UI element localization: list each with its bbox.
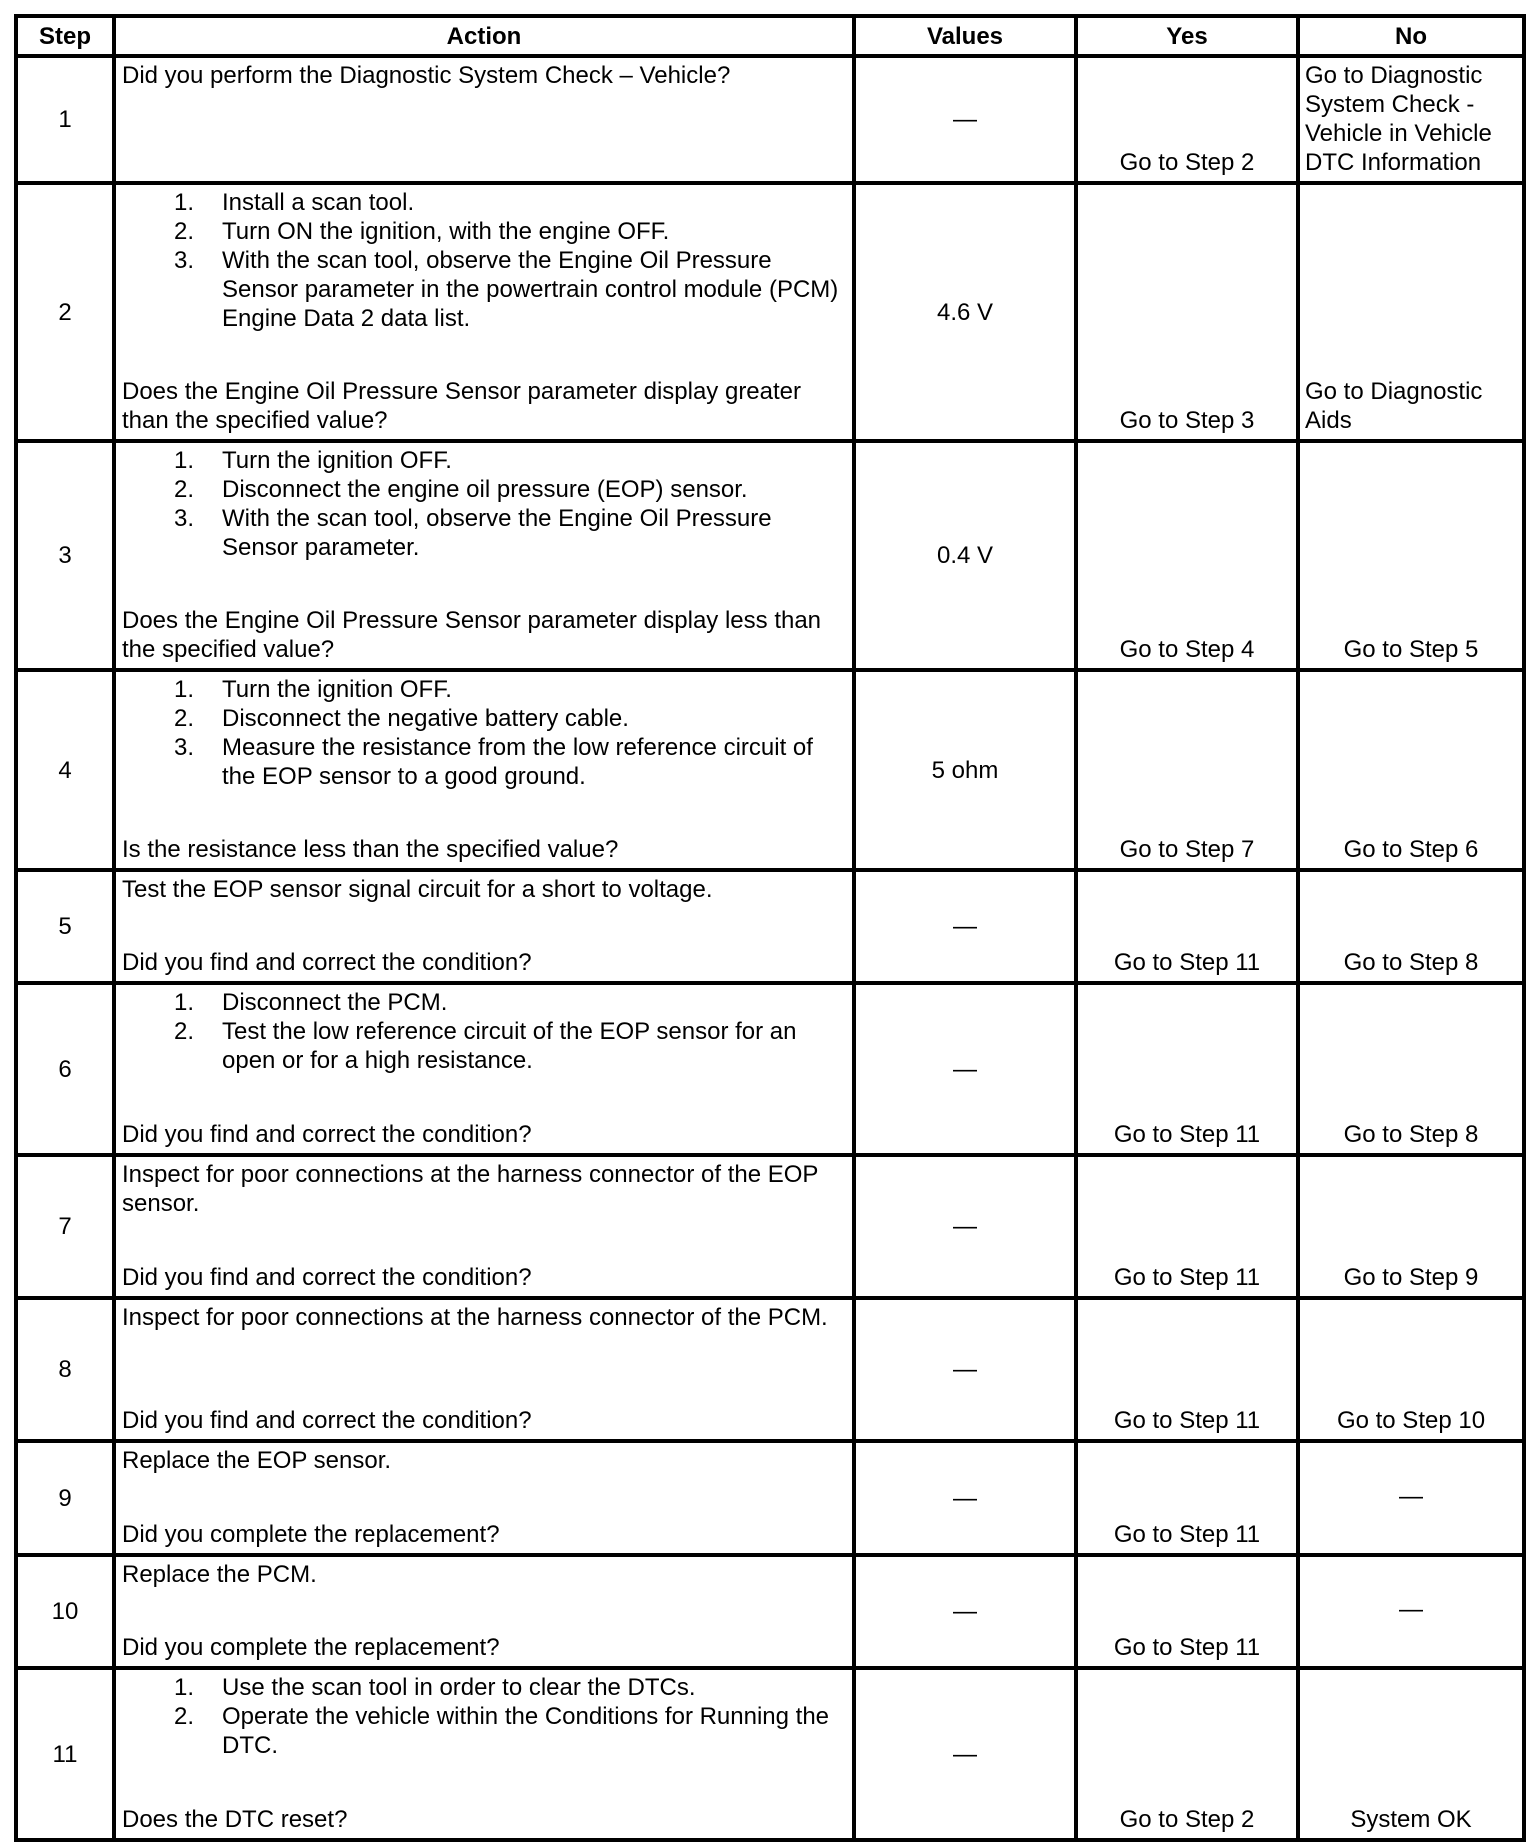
yes-cell: Go to Step 3 <box>1076 183 1298 441</box>
yes-cell: Go to Step 2 <box>1076 1668 1298 1840</box>
header-action: Action <box>114 16 854 56</box>
no-cell: Go to Step 6 <box>1298 670 1524 870</box>
action-question: Does the Engine Oil Pressure Sensor parameter display greater than the specified value? <box>122 378 802 434</box>
list-item: 1. Install a scan tool. <box>173 189 415 216</box>
action-cell <box>114 1298 854 1441</box>
list-item: 3. Measure the resistance from the low reference circuit of the EOP sensor to a good ground. <box>173 734 813 790</box>
action-text: Test the EOP sensor signal circuit for a short to voltage. <box>122 876 713 903</box>
value-cell: 5 ohm <box>854 670 1076 870</box>
action-text: Replace the PCM. <box>122 1561 317 1588</box>
table-row <box>16 56 1524 183</box>
step-list <box>122 988 848 1075</box>
step-number: 2 <box>16 183 114 441</box>
header-yes: Yes <box>1076 16 1298 56</box>
yes-cell: Go to Step 11 <box>1076 1155 1298 1298</box>
step-number: 6 <box>16 983 114 1155</box>
header-step: Step <box>16 16 114 56</box>
no-cell: Go to Step 8 <box>1298 870 1524 983</box>
action-question: Did you find and correct the condition? <box>122 1407 532 1434</box>
action-cell <box>114 1155 854 1298</box>
action-cell <box>114 1441 854 1555</box>
yes-cell: Go to Step 4 <box>1076 441 1298 670</box>
action-cell <box>114 1668 854 1840</box>
step-list <box>122 446 848 562</box>
action-cell <box>114 56 854 183</box>
step-number: 7 <box>16 1155 114 1298</box>
header-row <box>16 16 1524 56</box>
list-item: 2. Test the low reference circuit of the EOP sensor for an open or for a high resistance. <box>173 1018 797 1074</box>
step-list <box>122 1673 848 1760</box>
table-row <box>16 1441 1524 1555</box>
yes-cell: Go to Step 11 <box>1076 1441 1298 1555</box>
action-question: Did you complete the replacement? <box>122 1634 500 1661</box>
action-question: Did you complete the replacement? <box>122 1521 500 1548</box>
value-cell: — <box>854 983 1076 1155</box>
no-cell: Go to Diagnostic System Check - Vehicle in Vehicle DTC Information <box>1298 56 1524 183</box>
table-row <box>16 1298 1524 1441</box>
table-row <box>16 670 1524 870</box>
table-row <box>16 441 1524 670</box>
list-item: 2. Disconnect the engine oil pressure (EOP) sensor. <box>173 476 748 503</box>
yes-cell: Go to Step 7 <box>1076 670 1298 870</box>
action-cell <box>114 183 854 441</box>
step-number: 10 <box>16 1555 114 1668</box>
value-cell: — <box>854 1441 1076 1555</box>
yes-cell: Go to Step 2 <box>1076 56 1298 183</box>
step-number: 1 <box>16 56 114 183</box>
action-text: Replace the EOP sensor. <box>122 1447 392 1474</box>
value-cell: 4.6 V <box>854 183 1076 441</box>
value-cell: — <box>854 1298 1076 1441</box>
header-values: Values <box>854 16 1076 56</box>
value-cell: 0.4 V <box>854 441 1076 670</box>
step-number: 5 <box>16 870 114 983</box>
yes-cell: Go to Step 11 <box>1076 1555 1298 1668</box>
no-cell: Go to Step 8 <box>1298 983 1524 1155</box>
list-item: 2. Turn ON the ignition, with the engine OFF. <box>173 218 670 245</box>
list-item: 1. Use the scan tool in order to clear the DTCs. <box>173 1674 696 1701</box>
no-cell: Go to Diagnostic Aids <box>1298 183 1524 441</box>
diagnostic-table <box>14 14 1526 1842</box>
list-item: 1. Turn the ignition OFF. <box>173 447 452 474</box>
action-question: Does the DTC reset? <box>122 1806 348 1833</box>
value-cell: — <box>854 1668 1076 1840</box>
yes-cell: Go to Step 11 <box>1076 870 1298 983</box>
value-cell: — <box>854 56 1076 183</box>
value-cell: — <box>854 1155 1076 1298</box>
list-item: 3. With the scan tool, observe the Engine Oil Pressure Sensor parameter. <box>173 505 772 561</box>
table-row <box>16 983 1524 1155</box>
action-text: Did you perform the Diagnostic System Check – Vehicle? <box>122 62 731 89</box>
step-number: 11 <box>16 1668 114 1840</box>
action-question: Did you find and correct the condition? <box>122 1264 532 1291</box>
action-question: Does the Engine Oil Pressure Sensor parameter display less than the specified value? <box>122 607 822 663</box>
header-no: No <box>1298 16 1524 56</box>
action-cell <box>114 670 854 870</box>
no-cell: — <box>1298 1555 1524 1668</box>
action-cell <box>114 1555 854 1668</box>
action-question: Is the resistance less than the specified value? <box>122 836 619 863</box>
table-row <box>16 1155 1524 1298</box>
action-question: Did you find and correct the condition? <box>122 1121 532 1148</box>
list-item: 2. Operate the vehicle within the Conditions for Running the DTC. <box>173 1703 830 1759</box>
value-cell: — <box>854 870 1076 983</box>
table-row <box>16 1668 1524 1840</box>
table-row <box>16 1555 1524 1668</box>
step-number: 9 <box>16 1441 114 1555</box>
yes-cell: Go to Step 11 <box>1076 1298 1298 1441</box>
value-cell: — <box>854 1555 1076 1668</box>
yes-cell: Go to Step 11 <box>1076 983 1298 1155</box>
step-number: 3 <box>16 441 114 670</box>
no-cell: Go to Step 10 <box>1298 1298 1524 1441</box>
list-item: 2. Disconnect the negative battery cable. <box>173 705 629 732</box>
action-text: Inspect for poor connections at the harness connector of the PCM. <box>122 1304 828 1331</box>
step-list <box>122 188 848 333</box>
action-cell <box>114 870 854 983</box>
no-cell: System OK <box>1298 1668 1524 1840</box>
step-list <box>122 675 848 791</box>
action-text: Inspect for poor connections at the harness connector of the EOP sensor. <box>122 1161 818 1217</box>
no-cell: Go to Step 9 <box>1298 1155 1524 1298</box>
list-item: 1. Disconnect the PCM. <box>173 989 448 1016</box>
no-cell: Go to Step 5 <box>1298 441 1524 670</box>
action-cell <box>114 441 854 670</box>
table-row <box>16 183 1524 441</box>
list-item: 3. With the scan tool, observe the Engine Oil Pressure Sensor parameter in the powertrain control module (PCM) Engine Data 2 data list. <box>173 247 839 332</box>
no-cell: — <box>1298 1441 1524 1555</box>
list-item: 1. Turn the ignition OFF. <box>173 676 452 703</box>
step-number: 8 <box>16 1298 114 1441</box>
action-question: Did you find and correct the condition? <box>122 949 532 976</box>
table-row <box>16 870 1524 983</box>
step-number: 4 <box>16 670 114 870</box>
action-cell <box>114 983 854 1155</box>
